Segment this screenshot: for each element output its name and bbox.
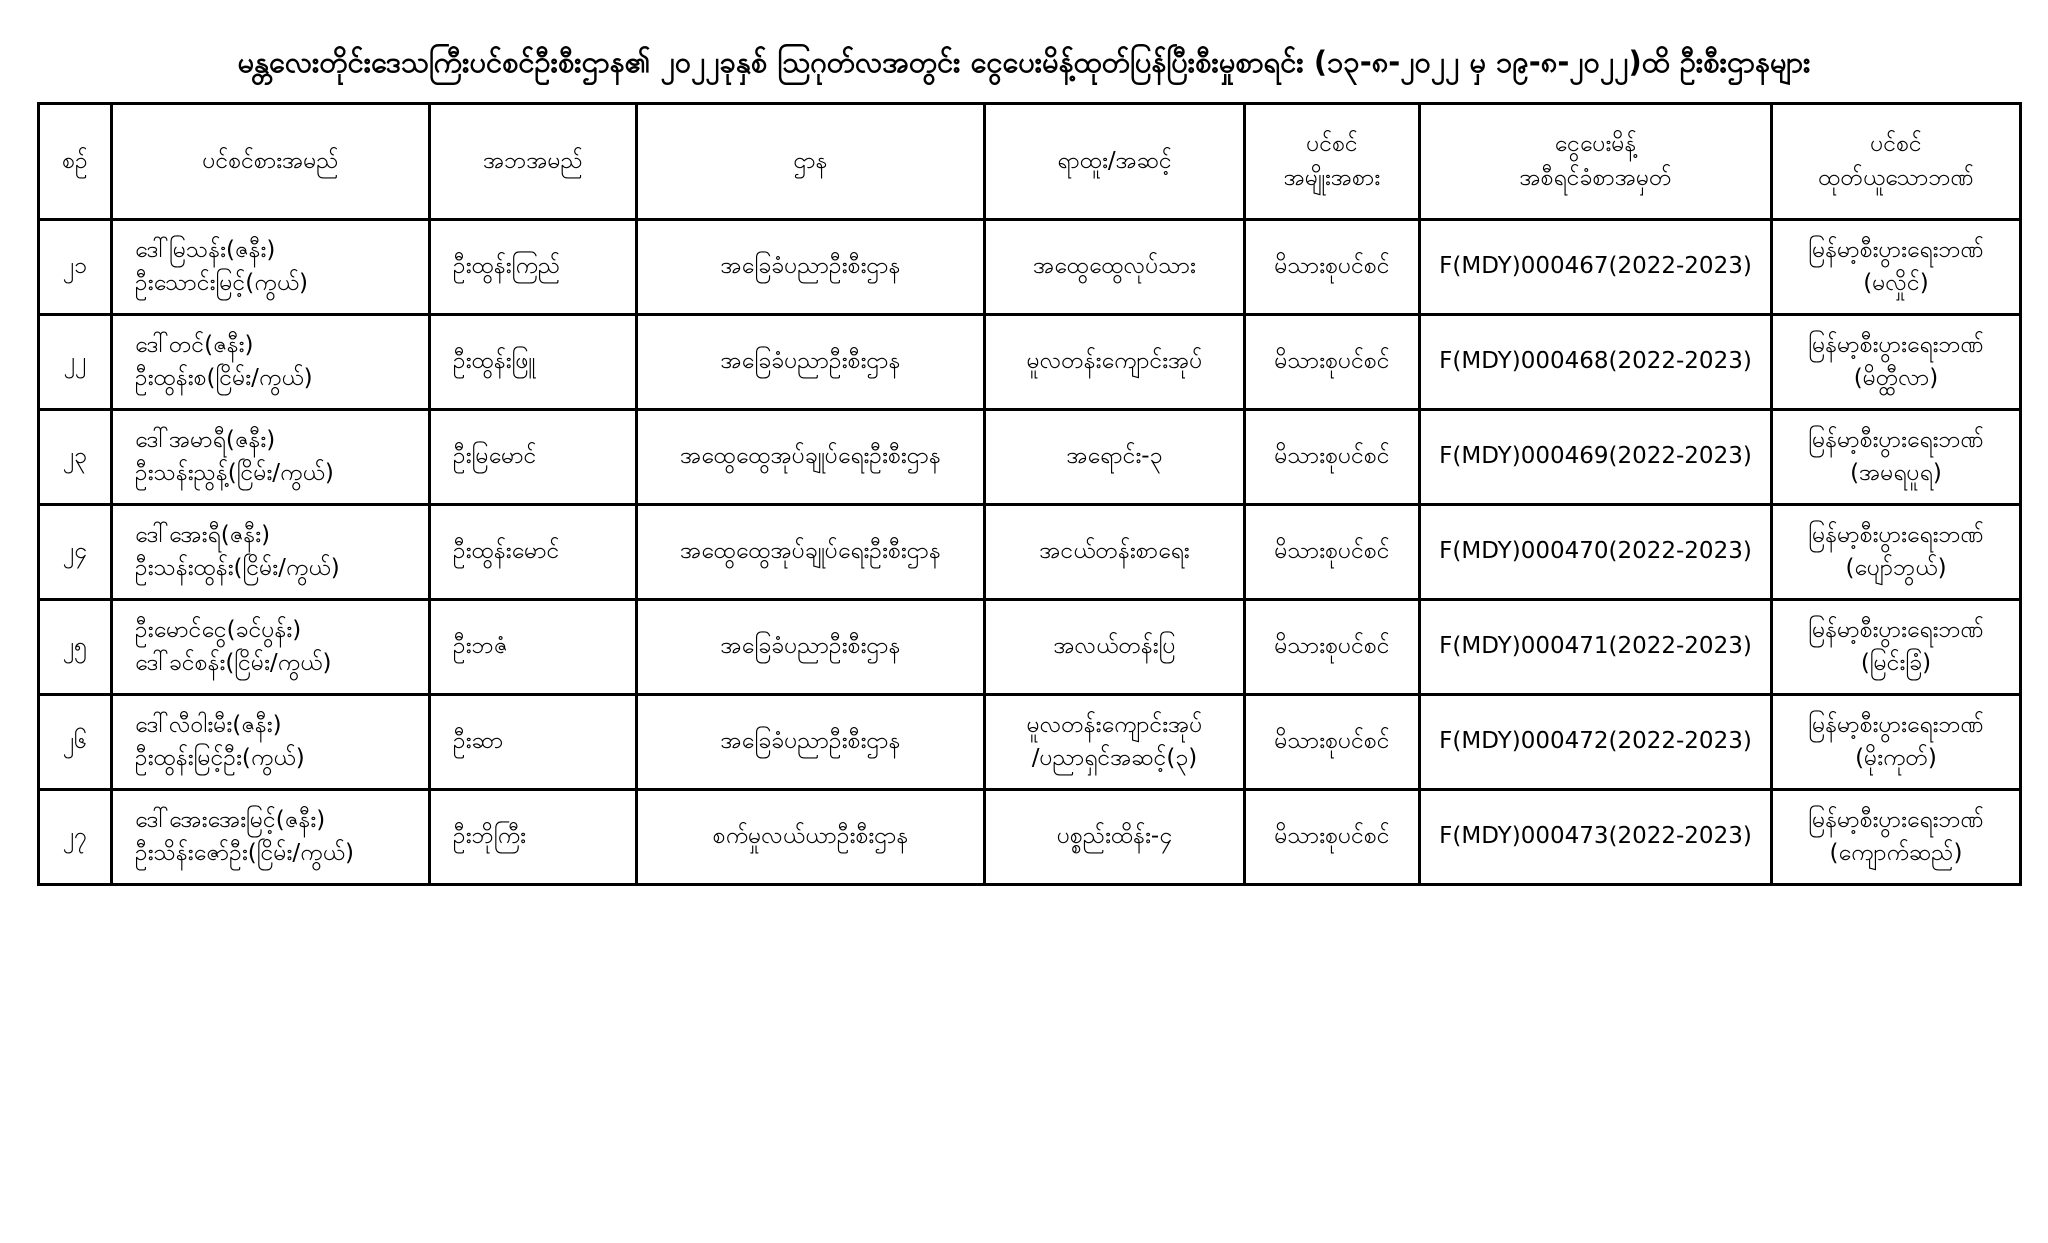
cell-rank: မူလတန်းကျောင်းအုပ် (985, 315, 1245, 410)
cell-department: အထွေထွေအုပ်ချုပ်ရေးဦးစီးဌာန (637, 410, 985, 505)
cell-rank: မူလတန်းကျောင်းအုပ် /ပညာရှင်အဆင့်(၃) (985, 695, 1245, 790)
cell-pension-type: မိသားစုပင်စင် (1245, 315, 1420, 410)
cell-serial: ၂၄ (39, 505, 112, 600)
cell-father-name: ဦးထွန်းဖြူ (430, 315, 637, 410)
cell-bank: မြန်မာ့စီးပွားရေးဘဏ် (မိတ္ထီလာ) (1772, 315, 2021, 410)
cell-father-name: ဦးမြမောင် (430, 410, 637, 505)
cell-serial: ၂၃ (39, 410, 112, 505)
cell-bank: မြန်မာ့စီးပွားရေးဘဏ် (မြင်းခြံ) (1772, 600, 2021, 695)
cell-pension-type: မိသားစုပင်စင် (1245, 600, 1420, 695)
table-row (39, 505, 2021, 600)
table-row (39, 600, 2021, 695)
cell-pension-type: မိသားစုပင်စင် (1245, 410, 1420, 505)
cell-serial: ၂၂ (39, 315, 112, 410)
cell-father-name: ဦးထွန်းကြည် (430, 220, 637, 315)
cell-department: စက်မှုလယ်ယာဦးစီးဌာန (637, 790, 985, 885)
cell-bank: မြန်မာ့စီးပွားရေးဘဏ် (မလှိုင်) (1772, 220, 2021, 315)
cell-bank: မြန်မာ့စီးပွားရေးဘဏ် (ပျော်ဘွယ်) (1772, 505, 2021, 600)
cell-pensioner-name: ဒေါ်အေးရီ(ဇနီး) ဦးသန်းထွန်း(ငြိမ်း/ကွယ်) (112, 505, 430, 600)
cell-order-number: F(MDY)000472(2022-2023) (1420, 695, 1772, 790)
cell-pensioner-name: ဒေါ်တင်(ဇနီး) ဦးထွန်းစ(ငြိမ်း/ကွယ်) (112, 315, 430, 410)
cell-father-name: ဦးဆာ (430, 695, 637, 790)
cell-serial: ၂၆ (39, 695, 112, 790)
cell-department: အထွေထွေအုပ်ချုပ်ရေးဦးစီးဌာန (637, 505, 985, 600)
col-header-pension-type: ပင်စင် အမျိုးအစား (1245, 104, 1420, 220)
cell-order-number: F(MDY)000468(2022-2023) (1420, 315, 1772, 410)
cell-order-number: F(MDY)000471(2022-2023) (1420, 600, 1772, 695)
cell-pension-type: မိသားစုပင်စင် (1245, 790, 1420, 885)
col-header-serial: စဉ် (39, 104, 112, 220)
cell-pension-type: မိသားစုပင်စင် (1245, 220, 1420, 315)
cell-order-number: F(MDY)000469(2022-2023) (1420, 410, 1772, 505)
cell-order-number: F(MDY)000473(2022-2023) (1420, 790, 1772, 885)
cell-pensioner-name: ဒေါ်အမာရီ(ဇနီး) ဦးသန်းညွန့်(ငြိမ်း/ကွယ်) (112, 410, 430, 505)
cell-serial: ၂၁ (39, 220, 112, 315)
cell-department: အခြေခံပညာဦးစီးဌာန (637, 695, 985, 790)
cell-rank: အရောင်း-၃ (985, 410, 1245, 505)
page-title: မန္တလေးတိုင်းဒေသကြီးပင်စင်ဦးစီးဌာန၏ ၂၀၂၂ခုနှစ် ဩဂုတ်လအတွင်း ငွေပေးမိန့်ထုတ်ပြန်ပြီးစီးမှုစာရင်း (၁၃-၈-၂၀၂၂ မှ ၁၉-၈-၂၀၂၂)ထိ ဦးစီးဌာနများ (237, 45, 1811, 79)
col-header-order-number: ငွေပေးမိန့် အစီရင်ခံစာအမှတ် (1420, 104, 1772, 220)
cell-pensioner-name: ဒေါ်အေးအေးမြင့်(ဇနီး) ဦးသိန်းဇော်ဦး(ငြိမ်း/ကွယ်) (112, 790, 430, 885)
cell-department: အခြေခံပညာဦးစီးဌာန (637, 600, 985, 695)
col-header-department: ဌာန (637, 104, 985, 220)
cell-bank: မြန်မာ့စီးပွားရေးဘဏ် (အမရပူရ) (1772, 410, 2021, 505)
cell-department: အခြေခံပညာဦးစီးဌာန (637, 315, 985, 410)
cell-order-number: F(MDY)000467(2022-2023) (1420, 220, 1772, 315)
cell-pensioner-name: ဒေါ်မြသန်း(ဇနီး) ဦးသောင်းမြင့်(ကွယ်) (112, 220, 430, 315)
cell-rank: အလယ်တန်းပြ (985, 600, 1245, 695)
col-header-father-name: အဘအမည် (430, 104, 637, 220)
table-header-row (39, 104, 2021, 220)
table-row (39, 695, 2021, 790)
cell-rank: ပစ္စည်းထိန်း-၄ (985, 790, 1245, 885)
table-row (39, 220, 2021, 315)
col-header-bank: ပင်စင် ထုတ်ယူသောဘဏ် (1772, 104, 2021, 220)
table-row (39, 410, 2021, 505)
cell-serial: ၂၅ (39, 600, 112, 695)
cell-pensioner-name: ဒေါ်လီဝါးမီး(ဇနီး) ဦးထွန်းမြင့်ဦး(ကွယ်) (112, 695, 430, 790)
cell-bank: မြန်မာ့စီးပွားရေးဘဏ် (မိုးကုတ်) (1772, 695, 2021, 790)
cell-rank: အထွေထွေလုပ်သား (985, 220, 1245, 315)
cell-serial: ၂၇ (39, 790, 112, 885)
pension-records-table (37, 102, 2022, 886)
cell-order-number: F(MDY)000470(2022-2023) (1420, 505, 1772, 600)
cell-father-name: ဦးထွန်းမောင် (430, 505, 637, 600)
cell-father-name: ဦးဘဇံ (430, 600, 637, 695)
cell-pension-type: မိသားစုပင်စင် (1245, 695, 1420, 790)
cell-rank: အငယ်တန်းစာရေး (985, 505, 1245, 600)
cell-father-name: ဦးဘိုကြီး (430, 790, 637, 885)
table-row (39, 315, 2021, 410)
col-header-pensioner-name: ပင်စင်စားအမည် (112, 104, 430, 220)
table-row (39, 790, 2021, 885)
cell-pension-type: မိသားစုပင်စင် (1245, 505, 1420, 600)
cell-pensioner-name: ဦးမောင်ငွေ(ခင်ပွန်း) ဒေါ်ခင်စန်း(ငြိမ်း/ကွယ်) (112, 600, 430, 695)
cell-department: အခြေခံပညာဦးစီးဌာန (637, 220, 985, 315)
col-header-rank: ရာထူး/အဆင့် (985, 104, 1245, 220)
cell-bank: မြန်မာ့စီးပွားရေးဘဏ် (ကျောက်ဆည်) (1772, 790, 2021, 885)
